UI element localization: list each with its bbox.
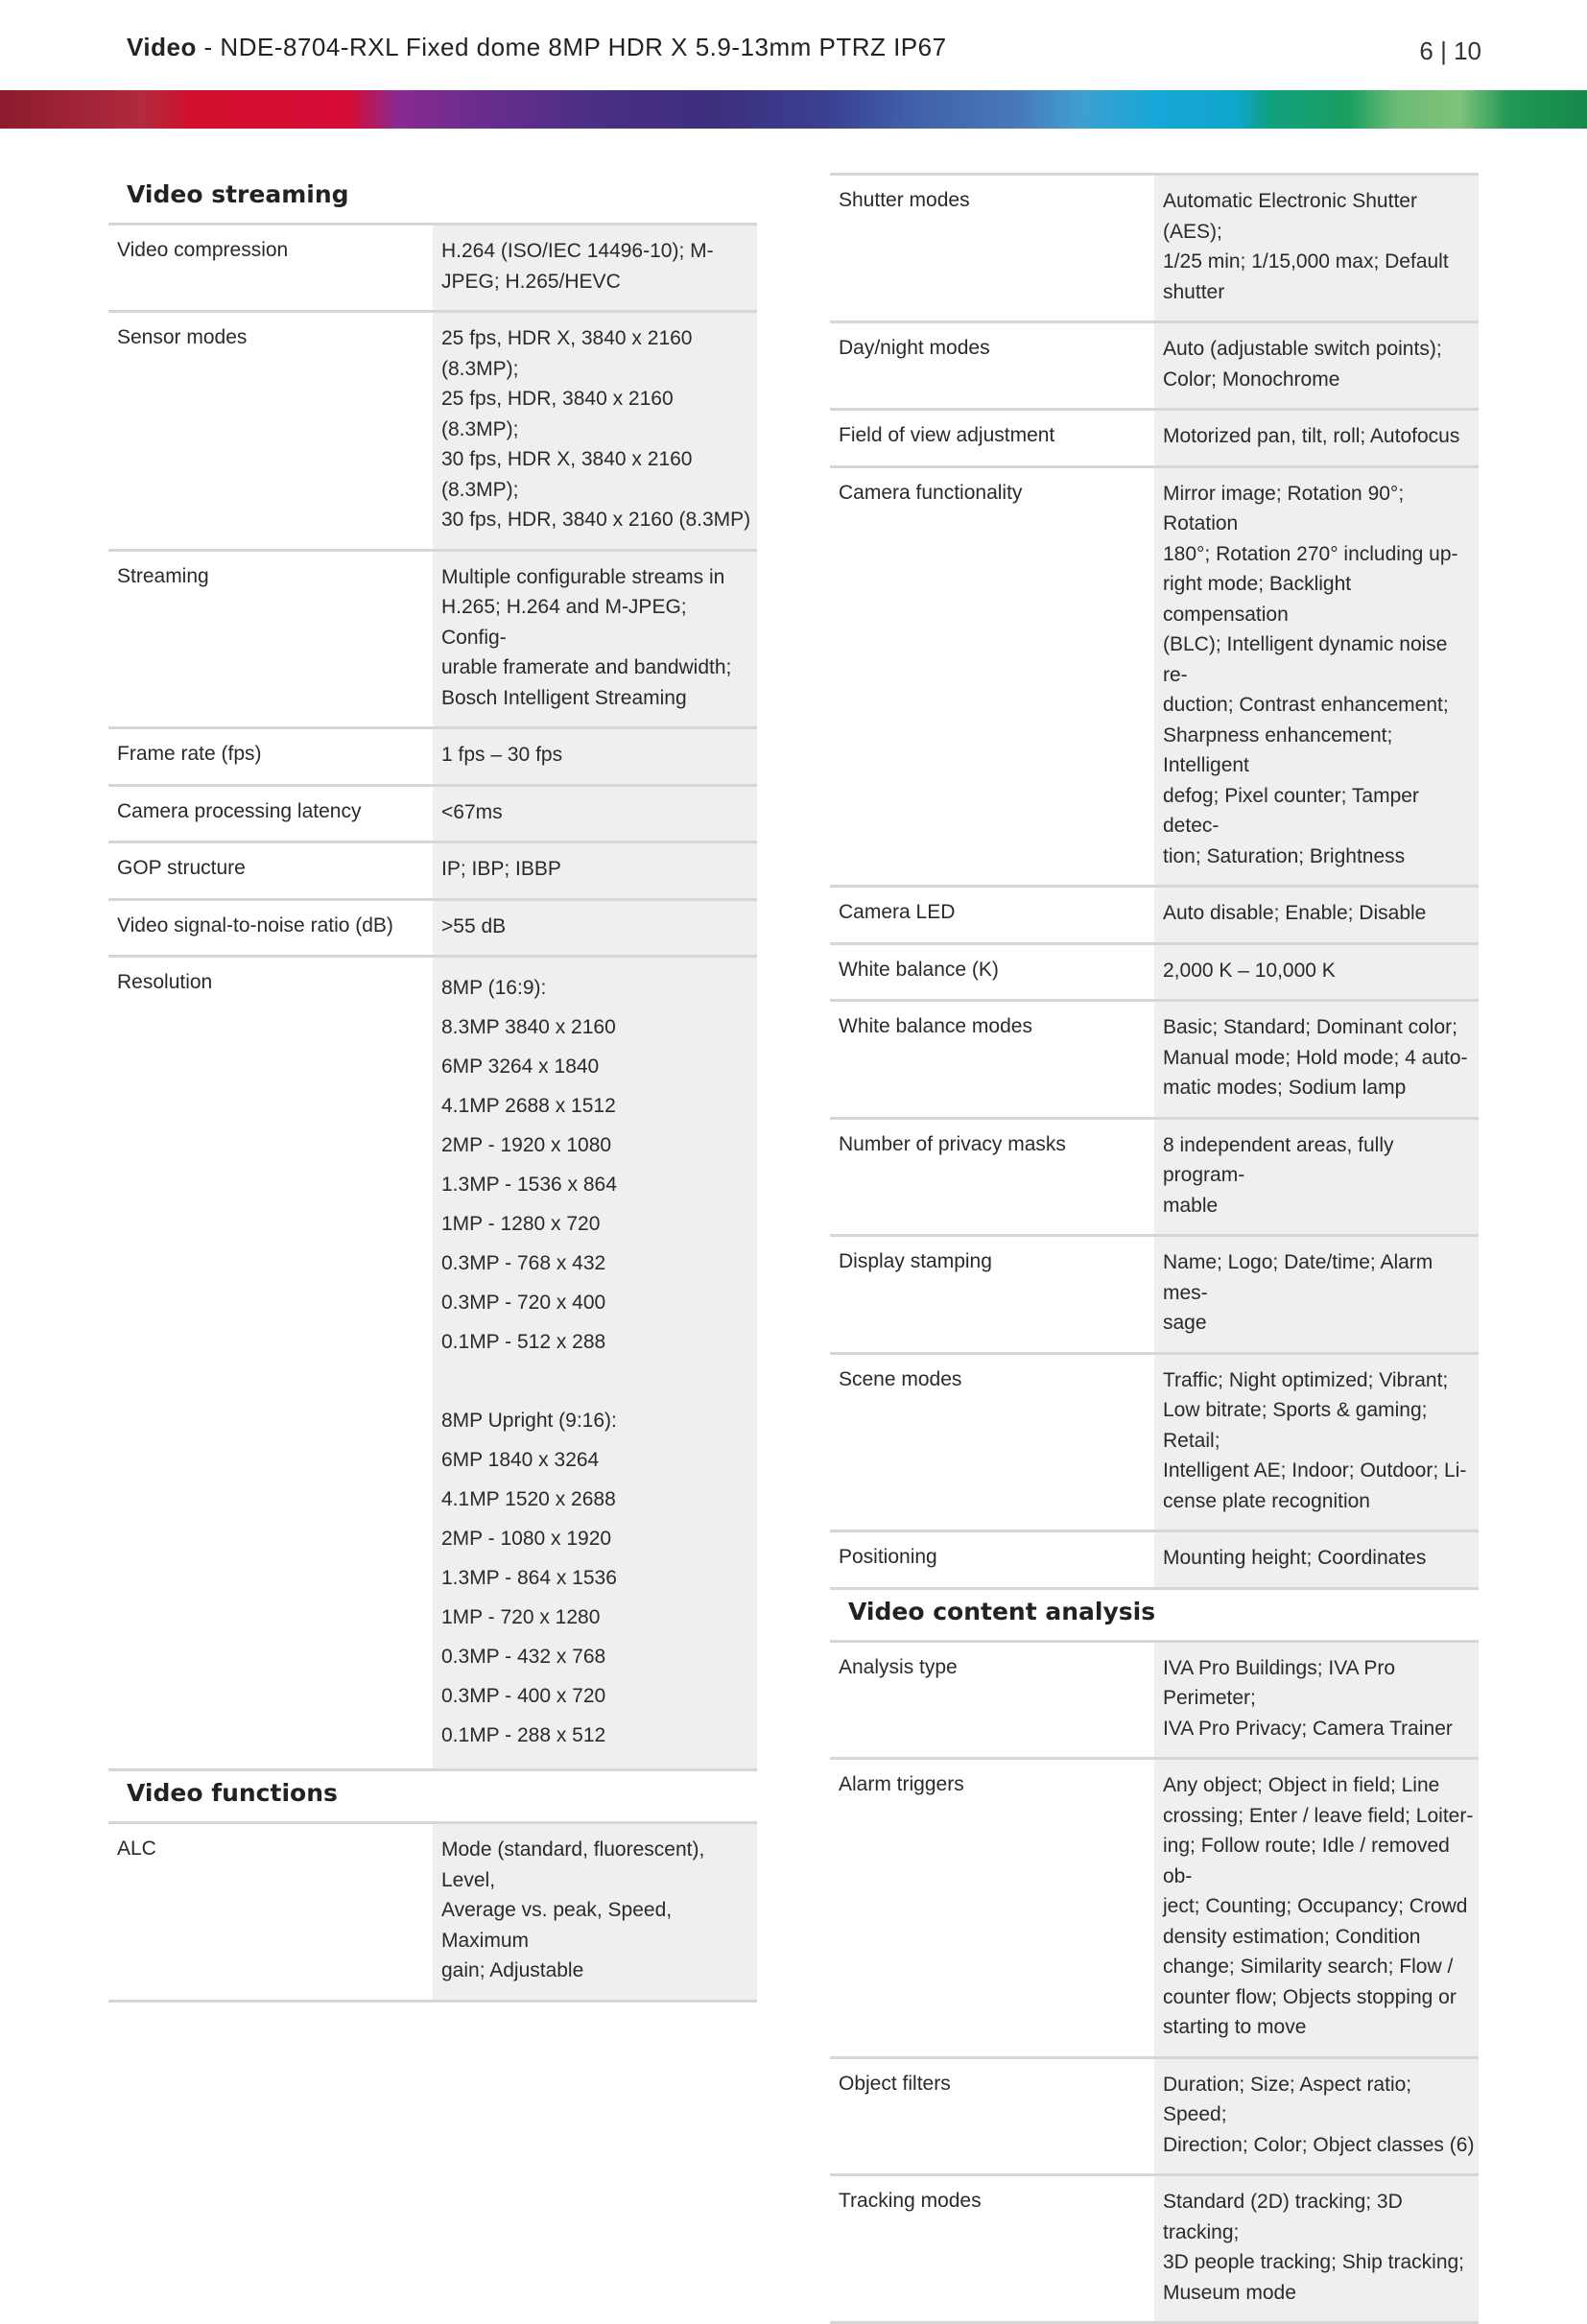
- resolution-line: 0.3MP - 400 x 720: [441, 1685, 606, 1707]
- page-number: 6 | 10: [1419, 36, 1481, 65]
- spec-value-line: Standard (2D) tracking; 3D tracking;: [1163, 2191, 1403, 2243]
- spec-label: Resolution: [117, 971, 213, 993]
- spec-value-line: ing; Follow route; Idle / removed ob-: [1163, 1835, 1450, 1887]
- spec-label: Object filters: [839, 2072, 951, 2095]
- spec-value-line: Color; Monochrome: [1163, 368, 1340, 391]
- resolution-line: 0.1MP - 288 x 512: [441, 1724, 606, 1746]
- spec-row: [830, 999, 1479, 1117]
- spec-value-line: 30 fps, HDR, 3840 x 2160 (8.3MP): [441, 509, 751, 531]
- spec-value-line: Auto (adjustable switch points);: [1163, 338, 1442, 360]
- video-functions-continued-table: [830, 173, 1479, 1587]
- spec-value: [1154, 1643, 1479, 1758]
- spec-value-line: tion; Saturation; Brightness: [1163, 844, 1406, 867]
- resolution-line: 4.1MP 2688 x 1512: [441, 1095, 616, 1117]
- spec-value: [1154, 1237, 1479, 1352]
- spec-value: [1154, 2059, 1479, 2174]
- spec-value-line: Mounting height; Coordinates: [1163, 1547, 1427, 1569]
- spec-value: [433, 552, 757, 727]
- spec-value-line: Motorized pan, tilt, roll; Autofocus: [1163, 425, 1460, 447]
- spec-label: Streaming: [117, 564, 209, 587]
- spec-row-resolution: [108, 955, 757, 1768]
- spec-value-line: crossing; Enter / leave field; Loiter-: [1163, 1804, 1474, 1827]
- spec-value: [433, 225, 757, 310]
- spec-value-line: matic modes; Sodium lamp: [1163, 1077, 1407, 1099]
- page-header: [127, 33, 1481, 71]
- spec-value-line: Museum mode: [1163, 2281, 1296, 2304]
- spec-value-line: urable framerate and bandwidth;: [441, 656, 732, 678]
- spec-value-line: 2,000 K – 10,000 K: [1163, 959, 1336, 982]
- video-streaming-table: [108, 223, 757, 955]
- resolution-line: 0.3MP - 432 x 768: [441, 1646, 606, 1668]
- resolution-line: 0.3MP - 768 x 432: [441, 1252, 606, 1274]
- spec-value-line: Low bitrate; Sports & gaming; Retail;: [1163, 1399, 1428, 1452]
- spec-value-line: IP; IBP; IBBP: [441, 858, 561, 880]
- spec-label: Analysis type: [839, 1655, 958, 1678]
- spec-label: White balance (K): [839, 958, 999, 981]
- spec-value: [1154, 176, 1479, 320]
- left-column: [108, 173, 757, 2003]
- spec-row: [108, 841, 757, 898]
- resolution-line: 1.3MP - 864 x 1536: [441, 1567, 617, 1589]
- spec-value-line: <67ms: [441, 800, 503, 823]
- spec-label: Field of view adjustment: [839, 424, 1055, 446]
- spec-row: [108, 784, 757, 842]
- spec-value-line: sage: [1163, 1312, 1207, 1334]
- resolution-line: 8.3MP 3840 x 2160: [441, 1016, 616, 1038]
- spec-label: Scene modes: [839, 1367, 962, 1390]
- spec-label: Camera LED: [839, 901, 956, 923]
- spec-row: [830, 1757, 1479, 2056]
- resolution-line: 6MP 1840 x 3264: [441, 1449, 600, 1471]
- spec-label: Day/night modes: [839, 337, 990, 359]
- spec-value-line: Manual mode; Hold mode; 4 auto-: [1163, 1046, 1468, 1069]
- spec-value-line: 30 fps, HDR X, 3840 x 2160: [441, 448, 693, 470]
- spec-value: [1154, 1120, 1479, 1235]
- spec-value-line: 1 fps – 30 fps: [441, 744, 563, 766]
- spec-value-line: 3D people tracking; Ship tracking;: [1163, 2251, 1465, 2273]
- spec-value: [1154, 468, 1479, 886]
- spec-row: [830, 465, 1479, 886]
- spec-value-line: H.265; H.264 and M-JPEG; Config-: [441, 596, 687, 649]
- spec-value-line: Any object; Object in field; Line: [1163, 1774, 1440, 1796]
- spec-value-line: JPEG; H.265/HEVC: [441, 270, 621, 293]
- spec-value: [433, 1824, 757, 2000]
- spec-label: Video compression: [117, 239, 289, 261]
- spec-label: ALC: [117, 1838, 156, 1860]
- resolution-line: 0.1MP - 512 x 288: [441, 1331, 606, 1353]
- spec-label: Display stamping: [839, 1250, 992, 1272]
- spec-value: [433, 313, 757, 549]
- title-category: Video: [127, 33, 197, 61]
- resolution-line: 2MP - 1920 x 1080: [441, 1134, 612, 1156]
- spec-value-line: Mode (standard, fluorescent), Level,: [441, 1838, 705, 1891]
- spec-value-line: Direction; Color; Object classes (6): [1163, 2133, 1475, 2156]
- spec-value: [1154, 2176, 1479, 2321]
- spec-value-line: Basic; Standard; Dominant color;: [1163, 1016, 1457, 1038]
- spec-value: [1154, 411, 1479, 465]
- spec-value: [1154, 323, 1479, 408]
- spec-value-line: IVA Pro Privacy; Camera Trainer: [1163, 1717, 1453, 1740]
- spec-value: [433, 729, 757, 784]
- spec-value-line: Auto disable; Enable; Disable: [1163, 902, 1427, 924]
- resolution-line: 8MP (16:9):: [441, 977, 547, 999]
- spec-value: [1154, 945, 1479, 1000]
- spec-value: [433, 958, 757, 1768]
- resolution-line: 1MP - 720 x 1280: [441, 1606, 601, 1628]
- spec-row: [830, 942, 1479, 1000]
- spec-row: [830, 1640, 1479, 1758]
- spec-value-line: Name; Logo; Date/time; Alarm mes-: [1163, 1251, 1433, 1304]
- spec-value-line: shutter: [1163, 280, 1225, 303]
- spec-row: [108, 1821, 757, 2000]
- spec-label: Video signal-to-noise ratio (dB): [117, 913, 393, 937]
- spec-value-line: gain; Adjustable: [441, 1959, 584, 1981]
- spec-label: GOP structure: [117, 857, 246, 879]
- spec-row: [830, 2173, 1479, 2321]
- spec-row: [830, 1117, 1479, 1235]
- resolution-line: 4.1MP 1520 x 2688: [441, 1488, 616, 1510]
- spec-row: [830, 2056, 1479, 2174]
- spec-value-line: 25 fps, HDR X, 3840 x 2160: [441, 327, 693, 349]
- spec-value-line: (8.3MP);: [441, 478, 519, 501]
- spec-value: [1154, 1532, 1479, 1587]
- spec-value-line: Duration; Size; Aspect ratio; Speed;: [1163, 2073, 1412, 2125]
- spec-value-line: Automatic Electronic Shutter (AES);: [1163, 190, 1417, 243]
- spec-row: [830, 1530, 1479, 1587]
- section-heading-video-functions: Video functions: [127, 1779, 338, 1807]
- section-heading-video-content-analysis: Video content analysis: [848, 1597, 1156, 1625]
- spec-value: [433, 787, 757, 842]
- spec-value-line: mable: [1163, 1194, 1219, 1217]
- spec-label: Shutter modes: [839, 189, 970, 211]
- spec-row: [830, 408, 1479, 465]
- spec-row: [830, 173, 1479, 320]
- spec-value: [1154, 1760, 1479, 2056]
- spec-label: Camera processing latency: [117, 799, 362, 822]
- spec-label: White balance modes: [839, 1015, 1032, 1037]
- spec-row: [830, 1352, 1479, 1530]
- spec-value-line: duction; Contrast enhancement;: [1163, 694, 1449, 716]
- resolution-line: 0.3MP - 720 x 400: [441, 1292, 606, 1314]
- spec-row: [830, 320, 1479, 408]
- title-product: - NDE-8704-RXL Fixed dome 8MP HDR X 5.9-13mm PTRZ IP67: [196, 33, 947, 61]
- spec-value-line: starting to move: [1163, 2016, 1307, 2038]
- spec-value: [433, 843, 757, 898]
- spec-value-line: 1/25 min; 1/15,000 max; Default: [1163, 250, 1449, 273]
- spec-value-line: 25 fps, HDR, 3840 x 2160 (8.3MP);: [441, 388, 674, 440]
- video-content-analysis-table: [830, 1640, 1479, 2322]
- spec-value-line: (8.3MP);: [441, 357, 519, 380]
- spec-value: [1154, 1355, 1479, 1530]
- spec-row: [108, 549, 757, 727]
- resolution-line: 1.3MP - 1536 x 864: [441, 1174, 617, 1196]
- resolution-line: 6MP 3264 x 1840: [441, 1055, 600, 1078]
- spec-value-line: (BLC); Intelligent dynamic noise re-: [1163, 633, 1448, 686]
- spec-row: [108, 726, 757, 784]
- section-heading-video-streaming: Video streaming: [127, 180, 349, 208]
- spec-value: [1154, 1002, 1479, 1117]
- resolution-line: 1MP - 1280 x 720: [441, 1213, 601, 1235]
- spec-value-line: IVA Pro Buildings; IVA Pro Perimeter;: [1163, 1656, 1396, 1709]
- spec-value-line: Traffic; Night optimized; Vibrant;: [1163, 1368, 1449, 1391]
- spec-value-line: change; Similarity search; Flow /: [1163, 1956, 1454, 1978]
- document-title: [127, 33, 947, 62]
- spec-row: [108, 898, 757, 956]
- spec-row: [830, 1234, 1479, 1352]
- spec-value-line: Sharpness enhancement; Intelligent: [1163, 723, 1393, 776]
- spec-value-line: Average vs. peak, Speed, Maximum: [441, 1899, 673, 1952]
- spec-value-line: Intelligent AE; Indoor; Outdoor; Li-: [1163, 1459, 1467, 1482]
- spec-label: Frame rate (fps): [117, 743, 262, 765]
- spec-label: Number of privacy masks: [839, 1132, 1066, 1155]
- spec-label: Sensor modes: [117, 326, 248, 348]
- spec-value-line: density estimation; Condition: [1163, 1925, 1421, 1948]
- spec-label: Positioning: [839, 1546, 937, 1568]
- color-band-decoration: [0, 90, 1587, 129]
- spec-value-line: H.264 (ISO/IEC 14496-10); M-: [441, 240, 714, 262]
- spec-value-line: defog; Pixel counter; Tamper detec-: [1163, 784, 1419, 837]
- video-functions-table: [108, 1821, 757, 2000]
- spec-value-line: >55 dB: [441, 914, 507, 937]
- spec-value-line: Mirror image; Rotation 90°; Rotation: [1163, 482, 1405, 534]
- spec-value-line: cense plate recognition: [1163, 1489, 1370, 1512]
- spec-value-line: counter flow; Objects stopping or: [1163, 1985, 1457, 2008]
- spec-row: [108, 310, 757, 549]
- spec-value: [1154, 888, 1479, 942]
- spec-label: Camera functionality: [839, 481, 1023, 504]
- spec-value: [433, 901, 757, 956]
- resolution-line: 8MP Upright (9:16):: [441, 1410, 617, 1432]
- resolution-line: 2MP - 1080 x 1920: [441, 1528, 612, 1550]
- right-column: [830, 173, 1479, 2324]
- spec-label: Tracking modes: [839, 2190, 982, 2212]
- spec-row: [108, 223, 757, 310]
- spec-value-line: Bosch Intelligent Streaming: [441, 686, 687, 709]
- spec-value-line: 180°; Rotation 270° including up-: [1163, 542, 1458, 565]
- spec-value-line: 8 independent areas, fully program-: [1163, 1133, 1394, 1186]
- spec-value-line: ject; Counting; Occupancy; Crowd: [1163, 1895, 1468, 1917]
- spec-row: [830, 885, 1479, 942]
- spec-label: Alarm triggers: [839, 1773, 964, 1795]
- spec-value-line: right mode; Backlight compensation: [1163, 573, 1352, 626]
- spec-value-line: Multiple configurable streams in: [441, 565, 725, 588]
